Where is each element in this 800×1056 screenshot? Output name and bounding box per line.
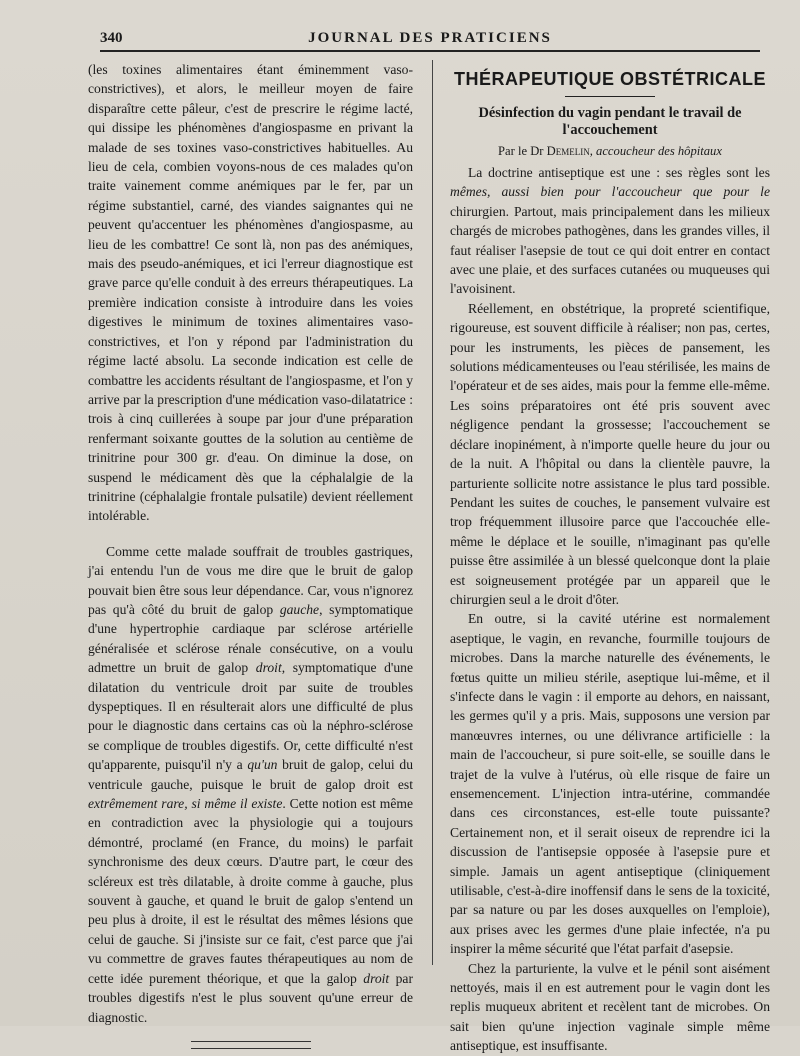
title-rule — [565, 96, 655, 97]
header-rule — [100, 50, 760, 52]
byline: Par le Dr Demelin, accoucheur des hôpitaux — [498, 144, 722, 158]
section-title: THÉRAPEUTIQUE OBSTÉTRICALE — [453, 69, 766, 89]
right-paragraph-4: Chez la parturiente, la vulve et le pénil sont aisément nettoyés, mais il en est autrement pour le vagin dont les replis muqueux abritent et recèlent tant de microbes. On sait bien qu'une injection vaginale simple même antiseptique, est insuffisante. — [450, 960, 770, 1054]
article-title: Désinfection du vagin pendant le travail de l'accouchement — [478, 105, 742, 138]
right-paragraph-2: Réellement, en obstétrique, la propreté scientifique, rigoureuse, est souvent difficile à réaliser; non pas, certes, pour les instruments, les pièces de pansement, les solutions médicamenteuses ou l'eau stérilisée, les mains de l'opérateur et de ses aides, mais pour la femme elle-même. Les soins préparatoires ont été pris souvent avec négligence pendant la grossesse; l'accouchement se déclare inopinément, à n'importe quelle heure du jour ou de la nuit. A l'hôpital ou dans la clientèle pauvre, la parturiente sollicite notre assistance le plus tard possible. Pendant les suites de couches, le pansement vulvaire est trop fréquemment illusoire parce que l'accouchée elle-même le déplace et le souille, n'imaginant pas qu'elle puisse être assimilée à un blessé quelconque dont la plaie est soigneusement protégée par un appareil que le chirurgien seul a le droit d'ôter. — [450, 300, 770, 607]
left-paragraph-2: Comme cette malade souffrait de troubles gastriques, j'ai entendu l'un de vous me dire que le bruit de galop pouvait bien être sous leur dépendance. Car, vous n'ignorez pas qu'à côté du bruit de galop gauche, symptomatique d'une hypertrophie cardiaque par sclérose artérielle généralisée et sclérose rénale consécutive, on a voulu admettre un bruit de galop droit, symptomatique d'une dilatation du ventricule droit par suite de troubles dyspeptiques. Il en résulterait alors une difficulté de plus pour le diagnostic dans certains cas où la néphro-sclérose se complique de troubles digestifs. Or, cette difficulté n'est qu'apparente, puisqu'il n'y a qu'un bruit de galop, celui du ventricule gauche, puisque le bruit de galop droit est extrêmement rare, si même il existe. Cette notion est même en contradiction avec la physiologie qui a toujours démontré, proclamé (en France, du moins) le parfait synchronisme des deux cœurs. D'autre part, le cœur des scléreux est très dilatable, à droite comme à gauche, plus souvent à gauche, et quand le bruit de galop s'entend un peu plus à droite, il est le résultat des mêmes lésions que celui de gauche. Si j'insiste sur ce fait, c'est parce que j'ai vu commettre de graves fautes thérapeutiques au nom de cette idée purement théorique, et que la galop droit par troubles digestifs n'est le plus souvent qu'une erreur de diagnostic. — [88, 543, 414, 1025]
right-paragraph-3: En outre, si la cavité utérine est normalement aseptique, le vagin, en revanche, fourmille toujours de microbes. Dans la marche naturelle des événements, le fœtus quitte un milieu stérile, aseptique lui-même, et il s'infecte dans le vagin : il emporte au dehors, en naissant, les germes qu'il y a pris. Mais, supposons une version par manœuvres internes, ou une délivrance artificielle : la main de l'accoucheur, si pure soit-elle, se souille dans le trajet de la vulve à l'utérus, où elle risque de faire un ensemencement. L'injection intra-utérine, commandée dans ces circonstances, est-elle toute puissante? Certainement non, et il serait oiseux de reprendre ici la discussion de l'antisepsie opposée à l'asepsie pure et simple. Jamais un agent antiseptique (cliniquement utilisable, c'est-à-dire inoffensif dans le sens de la toxicité, par sa nature ou par les doses auxquelles on l'emploie), aux prises avec les germes d'une plaie infectée, n'a pu inspirer la même sécurité que l'état parfait d'asepsie. — [450, 611, 770, 957]
column-divider — [432, 60, 433, 965]
left-column — [88, 60, 413, 1049]
italic-quun: qu'un — [247, 757, 278, 773]
right-paragraph-1: La doctrine antiseptique est une : ses règles sont les mêmes, aussi bien pour l'accoucheur que pour le chirurgien. Partout, mais principalement dans les milieux chargés de microbes pathogènes, dans les grandes villes, il faut réaliser l'asepsie de tout ce qui doit entrer en contact avec une plaie, et des surfaces cutanées ou muqueuses qui l'avoisinent. — [450, 165, 770, 297]
author-name: Demelin — [546, 144, 590, 158]
left-paragraph-1: (les toxines alimentaires étant éminemment vaso-constrictives), et alors, le meilleur moyen de faire disparaître cette pâleur, c'est de prescrire le régime lacté, qui dissipe les phénomènes d'angiospasme en privant la malade de ses toxines vaso-constrictives habituelles. Au lieu de cela, combien voyons-nous de ces malades qu'on traite vainement comme anémiques par le fer, par un régime substantiel, carné, des viandes saignantes qui ne peuvent qu'accentuer les phénomènes d'angiospasme, au lieu de les combattre! Ce sont là, non pas des anémiques, mais des pseudo-anémiques, et ici l'erreur diagnostique est grave parce qu'elle conduit à des erreurs thérapeutiques. La première indication consiste à introduire dans les voies digestives le minimum de toxines alimentaires vaso-constrictives, et l'on y répond par l'administration du régime lacté absolu. La seconde indication est celle de combattre les accidents résultant de l'angiospasme, et l'on y arrive par la prescription d'une médication vaso-dilatatrice : trois à cinq cuillerées à soupe par jour d'une préparation renfermant soixante gouttes de la solution au centième de trinitrine pour 300 gr. d'eau. On diminue la dose, on suspend le médicament dès que la céphalalgie de la trinitrine (céphalalgie frontale pulsatile) devient réellement intolérable. — [88, 62, 413, 524]
italic-rare: extrêmement rare, si même il existe — [88, 796, 283, 812]
journal-title: JOURNAL DES PRATICIENS — [308, 30, 552, 46]
page-number: 340 — [100, 30, 123, 46]
page-header — [100, 28, 760, 50]
italic-gauche: gauche — [279, 601, 320, 617]
italic-droit-2: droit — [363, 970, 390, 986]
italic-droit: droit — [255, 660, 282, 676]
section-end-mark — [191, 1041, 311, 1049]
right-column — [450, 60, 770, 1056]
